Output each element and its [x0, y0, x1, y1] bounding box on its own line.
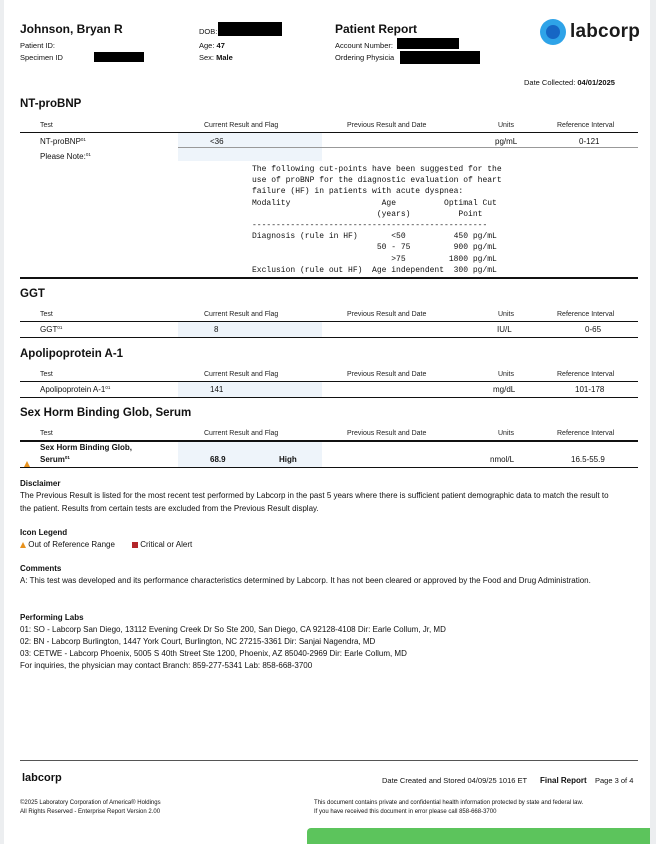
section-title-shbg: Sex Horm Binding Glob, Serum: [20, 407, 192, 419]
comments-title: Comments: [20, 564, 62, 573]
out-of-range-flag-icon: [24, 455, 30, 473]
col-current: Current Result and Flag: [204, 311, 279, 318]
redacted-dob: [218, 22, 282, 36]
table-divider: [20, 440, 638, 442]
lab-line: For inquiries, the physician may contact Branch: 859-277-5341 Lab: 858-668-3700: [20, 661, 313, 670]
col-units: Units: [498, 311, 514, 318]
comments-text: A: This test was developed and its performance characteristics determined by Labcorp. It has not been cleared or approved by the Food and Drug Administration.: [20, 576, 591, 585]
result-value: 141: [210, 385, 224, 394]
units-value: pg/mL: [495, 137, 518, 146]
section-divider: [20, 467, 638, 468]
report-title: Patient Report: [335, 22, 418, 36]
note-line: Modality Age Optimal Cut: [252, 198, 497, 208]
patient-name: Johnson, Bryan R: [20, 22, 123, 36]
col-test: Test: [40, 430, 53, 437]
current-result-cell: [178, 442, 322, 467]
col-reference: Reference Interval: [557, 430, 615, 437]
page-number: Page 3 of 4: [595, 776, 634, 785]
account-number-label: Account Number:: [335, 41, 393, 50]
col-test: Test: [40, 122, 53, 129]
test-name: GGT$^{01}$: [40, 325, 63, 334]
redacted-specimen-id: [94, 52, 144, 62]
col-previous: Previous Result and Date: [347, 122, 427, 129]
test-name-line2: Serum$^{01}$: [40, 455, 70, 464]
patient-id-label: Patient ID:: [20, 41, 56, 50]
section-title-ggt: GGT: [20, 288, 45, 300]
col-current: Current Result and Flag: [204, 430, 279, 437]
note-line: -------------------------------------------------: [252, 221, 488, 231]
please-note-label: Please Note:$^{01}$: [40, 152, 91, 161]
section-title-ntprobnp: NT-proBNP: [20, 98, 82, 110]
date-created: Date Created and Stored 04/09/25 1016 ET: [382, 776, 528, 785]
performing-labs-title: Performing Labs: [20, 613, 84, 622]
col-reference: Reference Interval: [557, 371, 615, 378]
col-current: Current Result and Flag: [204, 122, 279, 129]
lab-line: 03: CETWE - Labcorp Phoenix, 5005 S 40th Street Ste 1200, Phoenix, AZ 85040-2969 Dir: Earle Collum, MD: [20, 649, 407, 658]
reference-value: 101-178: [575, 385, 605, 394]
col-reference: Reference Interval: [557, 122, 615, 129]
section-divider: [20, 397, 638, 398]
col-previous: Previous Result and Date: [347, 430, 427, 437]
redacted-physician: [400, 51, 480, 64]
dob-label: DOB:: [199, 27, 218, 36]
note-line: Diagnosis (rule in HF) <50 450 pg/mL: [252, 232, 497, 242]
result-value: 68.9: [210, 455, 226, 464]
lab-line: 02: BN - Labcorp Burlington, 1447 York Court, Burlington, NC 27215-3361 Dir: Sanjai Nagendra, MD: [20, 637, 376, 646]
col-reference: Reference Interval: [557, 311, 615, 318]
section-divider: [20, 337, 638, 338]
labcorp-logo-icon: [540, 19, 566, 45]
labcorp-logo-text: labcorp: [570, 21, 641, 42]
legend-critical: Critical or Alert: [132, 540, 192, 549]
footer-logo-text: labcorp: [22, 772, 62, 784]
reference-value: 0-65: [585, 325, 602, 334]
report-page: [4, 0, 650, 844]
age-field: Age: 47: [199, 41, 225, 50]
redacted-account-number: [397, 38, 459, 49]
col-previous: Previous Result and Date: [347, 371, 427, 378]
table-divider: [20, 381, 638, 382]
footer-divider: [20, 760, 638, 761]
legend-out-of-range: Out of Reference Range: [20, 540, 115, 549]
row-divider: [178, 147, 638, 148]
copyright-line2: All Rights Reserved - Enterprise Report Version 2.00: [20, 809, 161, 815]
section-title-apolipoprotein: Apolipoprotein A-1: [20, 348, 124, 360]
units-value: mg/dL: [493, 385, 516, 394]
icon-legend-title: Icon Legend: [20, 528, 68, 537]
col-current: Current Result and Flag: [204, 371, 279, 378]
note-line: 50 - 75 900 pg/mL: [252, 243, 497, 253]
note-text-block: [252, 164, 502, 276]
out-of-range-icon: [20, 542, 26, 548]
result-value: <36: [210, 137, 224, 146]
table-divider: [20, 321, 638, 322]
ordering-physician-label: Ordering Physicia: [335, 53, 395, 62]
final-report-label: Final Report: [540, 776, 587, 785]
sex-field: Sex: Male: [199, 53, 233, 62]
col-test: Test: [40, 311, 53, 318]
note-line: failure (HF) in patients with acute dyspnea:: [252, 187, 464, 197]
date-collected: Date Collected: 04/01/2025: [524, 78, 615, 87]
note-line: The following cut-points have been suggested for the: [252, 165, 502, 174]
table-divider: [20, 132, 638, 133]
disclaimer-text: The Previous Result is listed for the most recent test performed by Labcorp in the past 5 years where there is sufficient patient demographic data to match the result to the patient. Results from certain tests are excluded from the Previous Result display.: [20, 491, 609, 513]
confidential-line1: This document contains private and confidential health information protected by state and federal law.: [314, 800, 584, 806]
current-result-cell: [178, 382, 322, 397]
section-divider: [20, 277, 638, 279]
test-name: Sex Horm Binding Glob,: [40, 443, 133, 452]
col-previous: Previous Result and Date: [347, 311, 427, 318]
test-name: NT-proBNP$^{01}$: [40, 137, 86, 146]
disclaimer-title: Disclaimer: [20, 479, 61, 488]
col-units: Units: [498, 371, 514, 378]
units-value: IU/L: [497, 325, 512, 334]
units-value: nmol/L: [490, 455, 515, 464]
result-flag: High: [279, 455, 297, 464]
note-line: Exclusion (rule out HF) Age independent 300 pg/mL: [252, 265, 497, 275]
copyright-line1: ©2025 Laboratory Corporation of America® Holdings: [20, 800, 161, 806]
note-line: (years) Point: [252, 209, 483, 219]
col-units: Units: [498, 430, 514, 437]
lab-line: 01: SO - Labcorp San Diego, 13112 Evening Creek Dr So Ste 200, San Diego, CA 92128-4108 Dir: Earle Collum, Jr, MD: [20, 625, 446, 634]
result-value: 8: [214, 325, 219, 334]
specimen-id-label: Specimen ID: [20, 53, 63, 62]
reference-value: 16.5-55.9: [571, 455, 605, 464]
col-test: Test: [40, 371, 53, 378]
test-name: Apolipoprotein $A-1^{01}$: [40, 385, 111, 394]
notification-bar: [307, 828, 650, 844]
critical-alert-icon: [132, 542, 138, 548]
col-units: Units: [498, 122, 514, 129]
note-line: use of proBNP for the diagnostic evaluation of heart: [252, 176, 502, 186]
confidential-line2: If you have received this document in error please call 858-668-3700: [314, 809, 497, 815]
note-line: >75 1800 pg/mL: [252, 254, 497, 264]
current-result-cell: [178, 322, 322, 337]
reference-value: 0-121: [579, 137, 600, 146]
